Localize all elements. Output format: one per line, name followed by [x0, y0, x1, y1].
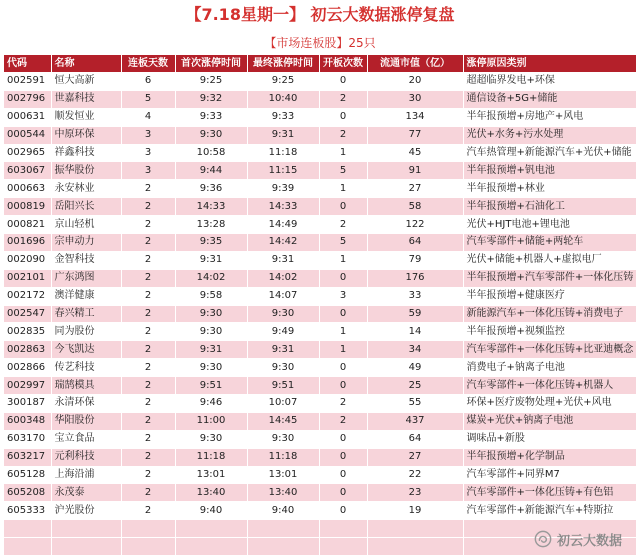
- cell-name: 顺发恒业: [51, 108, 121, 126]
- cell-open-count: 1: [319, 180, 367, 198]
- cell-market-cap: 45: [367, 144, 463, 162]
- cell-reason: 汽车零部件+一体化压铸+机器人: [463, 377, 636, 395]
- cell-consecutive-days: 2: [121, 269, 175, 287]
- table-row: [4, 323, 636, 341]
- cell-reason: 调味品+新股: [463, 430, 636, 448]
- wechat-official-account-icon: [534, 530, 552, 548]
- cell-consecutive-days: 2: [121, 180, 175, 198]
- cell-first-limit-time: 9:31: [175, 341, 247, 359]
- cell-first-limit-time: 9:33: [175, 108, 247, 126]
- cell-open-count: 5: [319, 234, 367, 252]
- cell-market-cap: 14: [367, 323, 463, 341]
- cell-name: 元利科技: [51, 448, 121, 466]
- cell-reason: 煤炭+光伏+钠离子电池: [463, 412, 636, 430]
- cell-name: 世嘉科技: [51, 90, 121, 108]
- cell-name: 祥鑫科技: [51, 144, 121, 162]
- cell-name: 恒大高新: [51, 73, 121, 91]
- cell-market-cap: 437: [367, 412, 463, 430]
- cell-reason: 半年报预增+化学制品: [463, 448, 636, 466]
- cell-consecutive-days: 2: [121, 359, 175, 377]
- cell-open-count: 1: [319, 144, 367, 162]
- table-row: [4, 198, 636, 216]
- cell-reason: 汽车零部件+同界M7: [463, 466, 636, 484]
- header-market-cap: 流通市值（亿）: [367, 55, 463, 73]
- cell-reason: 汽车零部件+储能+两轮车: [463, 234, 636, 252]
- table-row: [4, 377, 636, 395]
- cell-code: 002172: [4, 287, 51, 305]
- cell-open-count: 0: [319, 305, 367, 323]
- empty-cell: [51, 520, 121, 538]
- cell-code: 600348: [4, 412, 51, 430]
- cell-first-limit-time: 9:30: [175, 359, 247, 377]
- cell-final-limit-time: 9:39: [247, 180, 319, 198]
- cell-consecutive-days: 2: [121, 234, 175, 252]
- table-row: [4, 234, 636, 252]
- cell-first-limit-time: 11:00: [175, 412, 247, 430]
- cell-open-count: 1: [319, 341, 367, 359]
- cell-final-limit-time: 9:31: [247, 251, 319, 269]
- cell-open-count: 0: [319, 108, 367, 126]
- table-row: [4, 502, 636, 520]
- cell-reason: 半年报预增+健康医疗: [463, 287, 636, 305]
- cell-name: 传艺科技: [51, 359, 121, 377]
- cell-consecutive-days: 2: [121, 305, 175, 323]
- cell-final-limit-time: 9:30: [247, 305, 319, 323]
- cell-open-count: 2: [319, 216, 367, 234]
- cell-consecutive-days: 6: [121, 73, 175, 91]
- cell-market-cap: 122: [367, 216, 463, 234]
- table-row: [4, 430, 636, 448]
- table-row: [4, 162, 636, 180]
- cell-consecutive-days: 2: [121, 251, 175, 269]
- empty-cell: [367, 520, 463, 538]
- cell-reason: 汽车零部件+一体化压铸+比亚迪概念: [463, 341, 636, 359]
- cell-first-limit-time: 9:40: [175, 502, 247, 520]
- cell-market-cap: 27: [367, 180, 463, 198]
- cell-open-count: 1: [319, 323, 367, 341]
- cell-first-limit-time: 9:58: [175, 287, 247, 305]
- cell-open-count: 0: [319, 377, 367, 395]
- cell-reason: 半年报预增+视频监控: [463, 323, 636, 341]
- cell-consecutive-days: 3: [121, 162, 175, 180]
- cell-final-limit-time: 14:45: [247, 412, 319, 430]
- cell-first-limit-time: 9:30: [175, 126, 247, 144]
- cell-code: 605128: [4, 466, 51, 484]
- cell-code: 002997: [4, 377, 51, 395]
- cell-open-count: 2: [319, 126, 367, 144]
- empty-cell: [319, 520, 367, 538]
- cell-name: 振华股份: [51, 162, 121, 180]
- cell-code: 000821: [4, 216, 51, 234]
- cell-final-limit-time: 13:01: [247, 466, 319, 484]
- cell-name: 同为股份: [51, 323, 121, 341]
- empty-cell: [121, 520, 175, 538]
- cell-consecutive-days: 2: [121, 484, 175, 502]
- cell-consecutive-days: 2: [121, 395, 175, 413]
- table-row: [4, 126, 636, 144]
- cell-open-count: 1: [319, 251, 367, 269]
- cell-market-cap: 77: [367, 126, 463, 144]
- cell-name: 永茂泰: [51, 484, 121, 502]
- cell-final-limit-time: 14:02: [247, 269, 319, 287]
- cell-final-limit-time: 9:31: [247, 126, 319, 144]
- cell-open-count: 2: [319, 395, 367, 413]
- cell-open-count: 0: [319, 430, 367, 448]
- cell-first-limit-time: 13:40: [175, 484, 247, 502]
- header-final-limit-time: 最终涨停时间: [247, 55, 319, 73]
- cell-name: 京山轻机: [51, 216, 121, 234]
- header-consecutive-days: 连板天数: [121, 55, 175, 73]
- header-name: 名称: [51, 55, 121, 73]
- empty-cell: [121, 538, 175, 556]
- cell-open-count: 0: [319, 502, 367, 520]
- table-row: [4, 144, 636, 162]
- cell-market-cap: 49: [367, 359, 463, 377]
- cell-open-count: 2: [319, 90, 367, 108]
- cell-first-limit-time: 9:30: [175, 323, 247, 341]
- empty-cell: [319, 538, 367, 556]
- cell-consecutive-days: 2: [121, 466, 175, 484]
- table-row: [4, 216, 636, 234]
- table-row: [4, 395, 636, 413]
- cell-final-limit-time: 9:33: [247, 108, 319, 126]
- cell-first-limit-time: 9:32: [175, 90, 247, 108]
- cell-name: 宗申动力: [51, 234, 121, 252]
- cell-market-cap: 55: [367, 395, 463, 413]
- watermark-text: 初云大数据: [556, 533, 622, 549]
- cell-name: 澳洋健康: [51, 287, 121, 305]
- table-row: [4, 341, 636, 359]
- cell-final-limit-time: 11:18: [247, 448, 319, 466]
- cell-reason: 通信设备+5G+储能: [463, 90, 636, 108]
- cell-final-limit-time: 9:31: [247, 341, 319, 359]
- cell-final-limit-time: 10:40: [247, 90, 319, 108]
- cell-reason: 光伏+HJT电池+锂电池: [463, 216, 636, 234]
- cell-code: 002101: [4, 269, 51, 287]
- cell-first-limit-time: 14:02: [175, 269, 247, 287]
- watermark: [534, 529, 622, 549]
- cell-consecutive-days: 2: [121, 430, 175, 448]
- cell-first-limit-time: 9:46: [175, 395, 247, 413]
- cell-final-limit-time: 9:25: [247, 73, 319, 91]
- cell-first-limit-time: 9:36: [175, 180, 247, 198]
- cell-name: 永安林业: [51, 180, 121, 198]
- cell-name: 沪光股份: [51, 502, 121, 520]
- header-reason: 涨停原因类别: [463, 55, 636, 73]
- cell-market-cap: 25: [367, 377, 463, 395]
- cell-market-cap: 134: [367, 108, 463, 126]
- cell-code: 002796: [4, 90, 51, 108]
- header-open-count: 开板次数: [319, 55, 367, 73]
- cell-final-limit-time: 14:33: [247, 198, 319, 216]
- table-row: [4, 305, 636, 323]
- cell-consecutive-days: 3: [121, 144, 175, 162]
- cell-name: 瑞鹄模具: [51, 377, 121, 395]
- cell-reason: 汽车零部件+一体化压铸+有色铝: [463, 484, 636, 502]
- cell-reason: 半年报预增+石油化工: [463, 198, 636, 216]
- cell-market-cap: 19: [367, 502, 463, 520]
- cell-code: 002866: [4, 359, 51, 377]
- page-title: 【7.18星期一】 初云大数据涨停复盘: [185, 5, 455, 24]
- cell-name: 金智科技: [51, 251, 121, 269]
- cell-code: 002965: [4, 144, 51, 162]
- cell-final-limit-time: 10:07: [247, 395, 319, 413]
- table-row: [4, 484, 636, 502]
- cell-code: 603067: [4, 162, 51, 180]
- cell-first-limit-time: 11:18: [175, 448, 247, 466]
- cell-code: 001696: [4, 234, 51, 252]
- table-row: [4, 269, 636, 287]
- cell-code: 603217: [4, 448, 51, 466]
- cell-code: 000631: [4, 108, 51, 126]
- cell-market-cap: 33: [367, 287, 463, 305]
- empty-cell: [247, 538, 319, 556]
- cell-consecutive-days: 2: [121, 448, 175, 466]
- cell-final-limit-time: 14:49: [247, 216, 319, 234]
- cell-code: 300187: [4, 395, 51, 413]
- cell-consecutive-days: 2: [121, 216, 175, 234]
- cell-reason: 超超临界发电+环保: [463, 73, 636, 91]
- cell-reason: 半年报预增+汽车零部件+一体化压铸: [463, 269, 636, 287]
- cell-final-limit-time: 9:30: [247, 359, 319, 377]
- cell-reason: 半年报预增+房地产+风电: [463, 108, 636, 126]
- cell-code: 002835: [4, 323, 51, 341]
- cell-reason: 环保+医疗废物处理+光伏+风电: [463, 395, 636, 413]
- cell-first-limit-time: 13:01: [175, 466, 247, 484]
- cell-final-limit-time: 14:42: [247, 234, 319, 252]
- cell-final-limit-time: 11:15: [247, 162, 319, 180]
- empty-cell: [175, 538, 247, 556]
- cell-consecutive-days: 2: [121, 287, 175, 305]
- cell-open-count: 2: [319, 412, 367, 430]
- cell-final-limit-time: 14:07: [247, 287, 319, 305]
- cell-name: 岳阳兴长: [51, 198, 121, 216]
- cell-consecutive-days: 2: [121, 412, 175, 430]
- cell-market-cap: 79: [367, 251, 463, 269]
- cell-first-limit-time: 9:30: [175, 305, 247, 323]
- cell-open-count: 0: [319, 484, 367, 502]
- table-row: [4, 412, 636, 430]
- cell-consecutive-days: 5: [121, 90, 175, 108]
- cell-code: 000819: [4, 198, 51, 216]
- cell-code: 002547: [4, 305, 51, 323]
- cell-reason: 汽车零部件+新能源汽车+特斯拉: [463, 502, 636, 520]
- cell-consecutive-days: 2: [121, 323, 175, 341]
- cell-open-count: 0: [319, 73, 367, 91]
- table-row: [4, 90, 636, 108]
- table-row: [4, 287, 636, 305]
- cell-market-cap: 176: [367, 269, 463, 287]
- table-header-row: [4, 55, 636, 73]
- cell-name: 宝立食品: [51, 430, 121, 448]
- cell-market-cap: 59: [367, 305, 463, 323]
- empty-cell: [51, 538, 121, 556]
- cell-reason: 新能源汽车+一体化压铸+消费电子: [463, 305, 636, 323]
- cell-final-limit-time: 9:40: [247, 502, 319, 520]
- cell-reason: 消费电子+钠离子电池: [463, 359, 636, 377]
- cell-market-cap: 22: [367, 466, 463, 484]
- empty-cell: [4, 538, 51, 556]
- header-first-limit-time: 首次涨停时间: [175, 55, 247, 73]
- cell-name: 中原环保: [51, 126, 121, 144]
- cell-market-cap: 20: [367, 73, 463, 91]
- cell-final-limit-time: 9:49: [247, 323, 319, 341]
- empty-cell: [4, 520, 51, 538]
- table-row: [4, 448, 636, 466]
- cell-name: 永清环保: [51, 395, 121, 413]
- table-row: [4, 180, 636, 198]
- cell-first-limit-time: 13:28: [175, 216, 247, 234]
- header-code: 代码: [4, 55, 51, 73]
- empty-cell: [247, 520, 319, 538]
- table-row: [4, 466, 636, 484]
- cell-first-limit-time: 10:58: [175, 144, 247, 162]
- cell-consecutive-days: 2: [121, 502, 175, 520]
- cell-market-cap: 58: [367, 198, 463, 216]
- cell-code: 000663: [4, 180, 51, 198]
- cell-market-cap: 64: [367, 234, 463, 252]
- cell-code: 603170: [4, 430, 51, 448]
- cell-first-limit-time: 14:33: [175, 198, 247, 216]
- cell-first-limit-time: 9:31: [175, 251, 247, 269]
- cell-reason: 汽车热管理+新能源汽车+光伏+储能: [463, 144, 636, 162]
- cell-code: 605208: [4, 484, 51, 502]
- cell-market-cap: 27: [367, 448, 463, 466]
- cell-open-count: 3: [319, 287, 367, 305]
- cell-first-limit-time: 9:51: [175, 377, 247, 395]
- empty-cell: [367, 538, 463, 556]
- cell-consecutive-days: 2: [121, 377, 175, 395]
- cell-market-cap: 34: [367, 341, 463, 359]
- table-row: [4, 251, 636, 269]
- cell-final-limit-time: 9:51: [247, 377, 319, 395]
- cell-market-cap: 91: [367, 162, 463, 180]
- cell-first-limit-time: 9:30: [175, 430, 247, 448]
- cell-final-limit-time: 9:30: [247, 430, 319, 448]
- cell-open-count: 0: [319, 448, 367, 466]
- cell-market-cap: 30: [367, 90, 463, 108]
- cell-open-count: 0: [319, 269, 367, 287]
- cell-consecutive-days: 3: [121, 126, 175, 144]
- table-row: [4, 73, 636, 91]
- cell-name: 上海沿浦: [51, 466, 121, 484]
- cell-code: 000544: [4, 126, 51, 144]
- cell-first-limit-time: 9:35: [175, 234, 247, 252]
- cell-open-count: 0: [319, 466, 367, 484]
- cell-market-cap: 64: [367, 430, 463, 448]
- cell-consecutive-days: 4: [121, 108, 175, 126]
- cell-name: 广东鸿图: [51, 269, 121, 287]
- empty-cell: [175, 520, 247, 538]
- cell-final-limit-time: 13:40: [247, 484, 319, 502]
- table-row: [4, 359, 636, 377]
- limit-up-table: [4, 55, 637, 556]
- page-subtitle: 【市场连板股】25只: [264, 36, 376, 50]
- cell-consecutive-days: 2: [121, 198, 175, 216]
- cell-reason: 光伏+储能+机器人+虚拟电厂: [463, 251, 636, 269]
- cell-open-count: 0: [319, 359, 367, 377]
- cell-code: 002090: [4, 251, 51, 269]
- cell-reason: 半年报预增+钒电池: [463, 162, 636, 180]
- cell-code: 002863: [4, 341, 51, 359]
- cell-code: 002591: [4, 73, 51, 91]
- cell-name: 华阳股份: [51, 412, 121, 430]
- cell-consecutive-days: 2: [121, 341, 175, 359]
- cell-first-limit-time: 9:25: [175, 73, 247, 91]
- cell-first-limit-time: 9:44: [175, 162, 247, 180]
- cell-open-count: 5: [319, 162, 367, 180]
- cell-name: 春兴精工: [51, 305, 121, 323]
- table-body: [4, 73, 636, 556]
- cell-market-cap: 23: [367, 484, 463, 502]
- cell-final-limit-time: 11:18: [247, 144, 319, 162]
- cell-open-count: 0: [319, 198, 367, 216]
- cell-name: 今飞凯达: [51, 341, 121, 359]
- cell-reason: 半年报预增+林业: [463, 180, 636, 198]
- cell-reason: 光伏+水务+污水处理: [463, 126, 636, 144]
- cell-code: 605333: [4, 502, 51, 520]
- table-row: [4, 108, 636, 126]
